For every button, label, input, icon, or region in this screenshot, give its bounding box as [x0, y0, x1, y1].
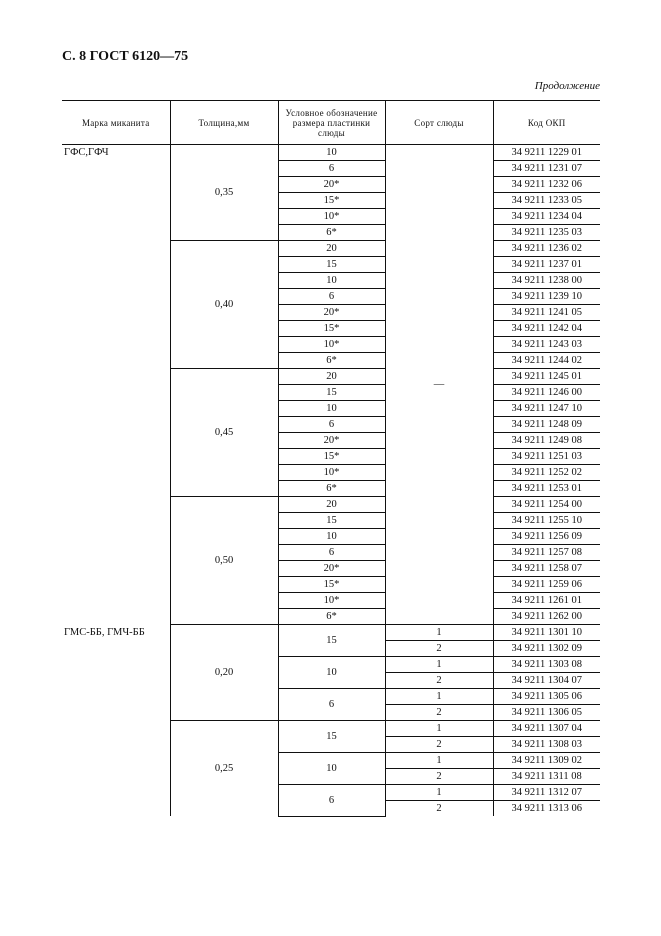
size-cell: 10 [278, 145, 385, 161]
size-cell: 10 [278, 401, 385, 417]
grade-cell: 2 [385, 737, 493, 753]
size-cell: 15* [278, 193, 385, 209]
okp-code-cell: 34 9211 1308 03 [493, 737, 600, 753]
column-header-thickness: Толщина,мм [170, 101, 278, 145]
size-cell: 15* [278, 321, 385, 337]
size-cell: 10* [278, 337, 385, 353]
okp-code-cell: 34 9211 1252 02 [493, 465, 600, 481]
size-cell: 20 [278, 241, 385, 257]
size-cell: 20* [278, 305, 385, 321]
size-cell: 6 [278, 545, 385, 561]
size-cell: 20 [278, 497, 385, 513]
grade-cell: 2 [385, 769, 493, 785]
okp-code-cell: 34 9211 1258 07 [493, 561, 600, 577]
size-cell: 15* [278, 577, 385, 593]
grade-cell: 1 [385, 721, 493, 737]
okp-code-cell: 34 9211 1301 10 [493, 625, 600, 641]
size-cell: 6 [278, 417, 385, 433]
size-cell: 6* [278, 609, 385, 625]
okp-code-cell: 34 9211 1311 08 [493, 769, 600, 785]
mica-codes-table-container [62, 100, 600, 817]
okp-code-cell: 34 9211 1232 06 [493, 177, 600, 193]
grade-cell: 2 [385, 641, 493, 657]
column-header-plate-size: Условное обозначение размера пластинки слюды [278, 101, 385, 145]
size-cell: 10 [278, 529, 385, 545]
okp-code-cell: 34 9211 1262 00 [493, 609, 600, 625]
size-cell: 10 [278, 657, 385, 689]
thickness-cell: 0,45 [170, 369, 278, 497]
size-cell: 6 [278, 289, 385, 305]
grade-cell: 1 [385, 753, 493, 769]
mica-codes-table [62, 100, 600, 817]
okp-code-cell: 34 9211 1249 08 [493, 433, 600, 449]
size-cell: 20* [278, 561, 385, 577]
okp-code-cell: 34 9211 1235 03 [493, 225, 600, 241]
grade-cell: 1 [385, 785, 493, 801]
okp-code-cell: 34 9211 1309 02 [493, 753, 600, 769]
okp-code-cell: 34 9211 1261 01 [493, 593, 600, 609]
size-cell: 10* [278, 209, 385, 225]
size-cell: 10* [278, 465, 385, 481]
size-cell: 15 [278, 513, 385, 529]
grade-cell: 2 [385, 801, 493, 817]
okp-code-cell: 34 9211 1242 04 [493, 321, 600, 337]
okp-code-cell: 34 9211 1303 08 [493, 657, 600, 673]
grade-cell: 2 [385, 673, 493, 689]
brand-cell: ГМС-ББ, ГМЧ-ББ [64, 626, 145, 638]
okp-code-cell: 34 9211 1244 02 [493, 353, 600, 369]
okp-code-cell: 34 9211 1306 05 [493, 705, 600, 721]
okp-code-cell: 34 9211 1257 08 [493, 545, 600, 561]
size-cell: 15 [278, 625, 385, 657]
size-cell: 20* [278, 177, 385, 193]
size-cell: 6* [278, 481, 385, 497]
okp-code-cell: 34 9211 1312 07 [493, 785, 600, 801]
size-cell: 6 [278, 785, 385, 817]
table-row [62, 145, 600, 161]
okp-code-cell: 34 9211 1256 09 [493, 529, 600, 545]
okp-code-cell: 34 9211 1248 09 [493, 417, 600, 433]
size-cell: 6* [278, 353, 385, 369]
okp-code-cell: 34 9211 1236 02 [493, 241, 600, 257]
okp-code-cell: 34 9211 1304 07 [493, 673, 600, 689]
okp-code-cell: 34 9211 1238 00 [493, 273, 600, 289]
grade-cell: 2 [385, 705, 493, 721]
continuation-label: Продолжение [534, 80, 600, 92]
okp-code-cell: 34 9211 1231 07 [493, 161, 600, 177]
table-row [62, 625, 600, 641]
table-body [62, 145, 600, 817]
column-header-mica-grade: Сорт слюды [385, 101, 493, 145]
okp-code-cell: 34 9211 1307 04 [493, 721, 600, 737]
size-cell: 15* [278, 449, 385, 465]
column-header-okp-code: Код ОКП [493, 101, 600, 145]
size-cell: 6* [278, 225, 385, 241]
grade-cell: 1 [385, 689, 493, 705]
page-header: С. 8 ГОСТ 6120—75 [62, 49, 189, 64]
size-cell: 20 [278, 369, 385, 385]
okp-code-cell: 34 9211 1245 01 [493, 369, 600, 385]
grade-cell-dash: — [385, 145, 493, 625]
size-cell: 10 [278, 753, 385, 785]
column-header-brand: Марка миканита [62, 101, 170, 145]
size-cell: 10* [278, 593, 385, 609]
table-header-row [62, 101, 600, 145]
okp-code-cell: 34 9211 1302 09 [493, 641, 600, 657]
okp-code-cell: 34 9211 1234 04 [493, 209, 600, 225]
brand-cell: ГФС,ГФЧ [64, 147, 109, 158]
grade-cell: 1 [385, 657, 493, 673]
okp-code-cell: 34 9211 1233 05 [493, 193, 600, 209]
okp-code-cell: 34 9211 1246 00 [493, 385, 600, 401]
okp-code-cell: 34 9211 1243 03 [493, 337, 600, 353]
size-cell: 20* [278, 433, 385, 449]
thickness-cell: 0,50 [170, 497, 278, 625]
thickness-cell: 0,25 [170, 721, 278, 817]
okp-code-cell: 34 9211 1313 06 [493, 801, 600, 817]
thickness-cell: 0,40 [170, 241, 278, 369]
okp-code-cell: 34 9211 1253 01 [493, 481, 600, 497]
okp-code-cell: 34 9211 1229 01 [493, 145, 600, 161]
thickness-cell: 0,35 [170, 145, 278, 241]
okp-code-cell: 34 9211 1259 06 [493, 577, 600, 593]
okp-code-cell: 34 9211 1237 01 [493, 257, 600, 273]
size-cell: 6 [278, 161, 385, 177]
size-cell: 15 [278, 257, 385, 273]
size-cell: 15 [278, 385, 385, 401]
okp-code-cell: 34 9211 1254 00 [493, 497, 600, 513]
size-cell: 6 [278, 689, 385, 721]
okp-code-cell: 34 9211 1255 10 [493, 513, 600, 529]
okp-code-cell: 34 9211 1241 05 [493, 305, 600, 321]
okp-code-cell: 34 9211 1251 03 [493, 449, 600, 465]
okp-code-cell: 34 9211 1239 10 [493, 289, 600, 305]
size-cell: 10 [278, 273, 385, 289]
grade-cell: 1 [385, 625, 493, 641]
thickness-cell: 0,20 [170, 625, 278, 721]
okp-code-cell: 34 9211 1247 10 [493, 401, 600, 417]
okp-code-cell: 34 9211 1305 06 [493, 689, 600, 705]
size-cell: 15 [278, 721, 385, 753]
